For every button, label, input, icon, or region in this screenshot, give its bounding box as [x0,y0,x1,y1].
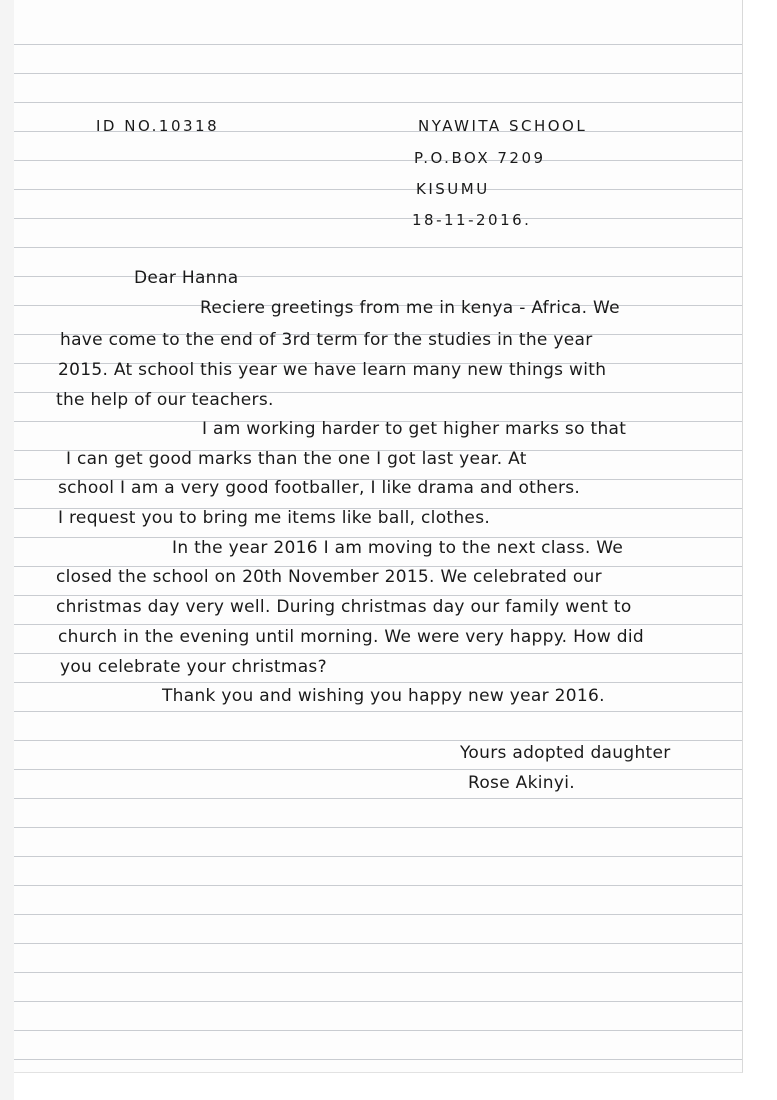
body-line: the help of our teachers. [56,390,274,410]
address-po-box: P.O.BOX 7209 [414,149,546,167]
body-line: I request you to bring me items like ball, clothes. [58,508,491,528]
body-line: church in the evening until morning. We were very happy. How did [58,627,644,647]
body-line: school I am a very good footballer, I like drama and others. [58,478,581,498]
salutation: Dear Hanna [134,268,239,288]
address-town: KISUMU [416,180,490,198]
closing: Yours adopted daughter [460,743,671,763]
body-line: I am working harder to get higher marks so that [202,419,627,439]
paper-left-edge [0,0,14,1100]
body-line: Reciere greetings from me in kenya - Africa. We [200,298,620,318]
body-line: In the year 2016 I am moving to the next class. We [172,538,624,558]
lined-paper [14,0,743,1073]
body-line: 2015. At school this year we have learn many new things with [58,360,607,380]
body-line: I can get good marks than the one I got last year. At [66,449,527,469]
body-line: christmas day very well. During christmas day our family went to [56,597,632,617]
letter-date: 18-11-2016. [412,211,532,229]
body-line: closed the school on 20th November 2015. We celebrated our [56,567,602,587]
id-number: ID NO.10318 [96,117,220,135]
body-line: Thank you and wishing you happy new year 2016. [162,686,605,706]
signature: Rose Akinyi. [468,773,575,793]
body-line: have come to the end of 3rd term for the studies in the year [60,330,593,350]
address-school: NYAWITA SCHOOL [418,117,588,135]
body-line: you celebrate your christmas? [60,657,327,677]
